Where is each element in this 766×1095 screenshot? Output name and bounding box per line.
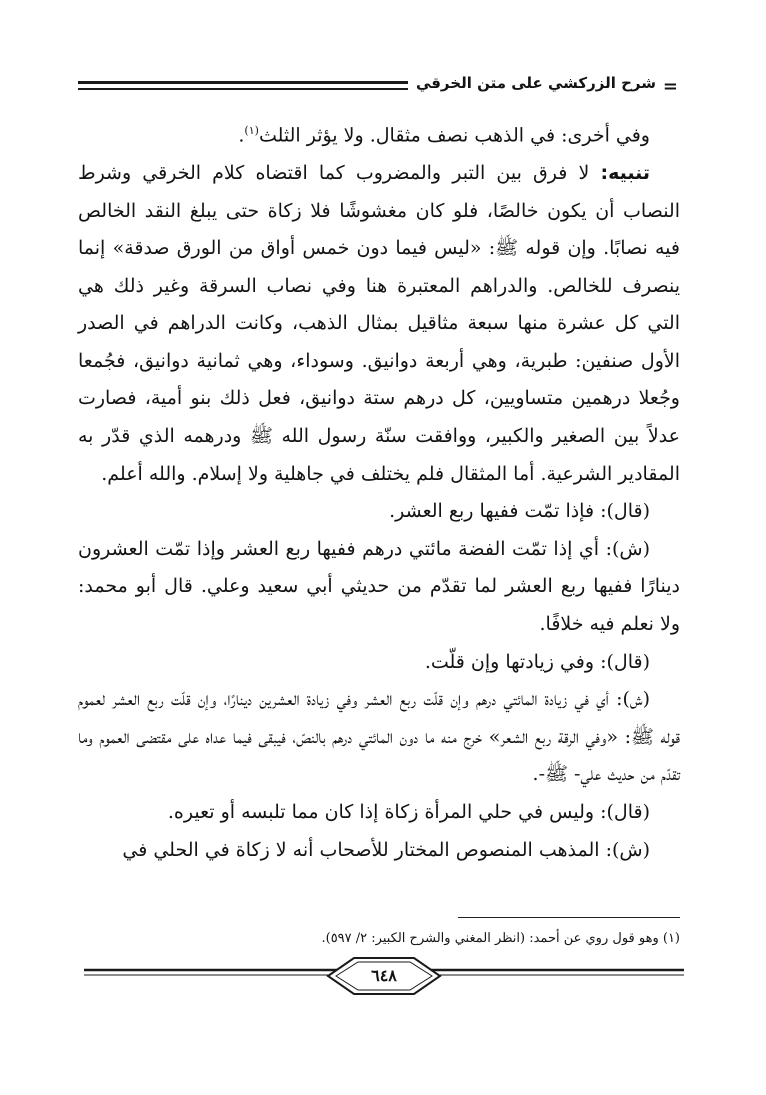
footnote: (١) وهو قول روي عن أحمد: (انظر المغني والشرح الكبير: ٢/ ٥٩٧). xyxy=(321,931,680,946)
paragraph xyxy=(78,112,680,155)
text-run: وفي أخرى: في الذهب نصف مثقال. ولا يؤثر الثلث xyxy=(258,124,650,147)
header-dash: = xyxy=(662,76,678,97)
book-title: شرح الزركشي على متن الخرقي xyxy=(415,74,656,92)
footnote-separator xyxy=(458,917,680,918)
qal-paragraph: (قال): فإذا تمّت ففيها ربع العشر. xyxy=(389,500,650,523)
qal-paragraph: (قال): وفي زيادتها وإن قلّت. xyxy=(424,650,650,673)
text-run: لا فرق بين التبر والمضروب كما اقتضاه كلام الخرقي وشرط النصاب أن يكون خالصًا، فلو كان مغشوشًا فلا زكاة حتى يبلغ النقد الخالص فيه نصابًا. وإن قوله ﷺ: «ليس فيما دون خمس أواق من الورق صدقة» إنما ينصرف للخالص. والدراهم المعتبرة هنا وفي نصاب السرقة وغير ذلك هي التي كل عشرة منها سبعة مثاقيل بمثال الذهب، وكانت الدراهم في الصدر الأول صنفين: طبرية، وهي أربعة دوانيق. وسوداء، وهي ثمانية دوانيق، فجُمعا وجُعلا درهمين متساويين، كل درهم ستة دوانيق، فعل ذلك بنو أمية، فصارت عدلاً بين الصغير والكبير، ووافقت سنّة رسول الله ﷺ ودرهمه الذي قدّر به المقادير الشرعية. أما المثقال فلم يختلف في جاهلية ولا إسلام. والله أعلم. xyxy=(78,161,681,485)
sharh-paragraph: (ش): أي إذا تمّت الفضة مائتي درهم ففيها ربع العشر وإذا تمّت العشرون دينارًا ففيها ربع العشر لما تقدّم من حديثي أبي سعيد وعلي. قال أبو محمد: ولا نعلم فيه خلافًا. xyxy=(78,537,680,636)
page-footer xyxy=(84,956,684,996)
header-rule xyxy=(78,88,408,90)
qal-paragraph: (قال): وليس في حلي المرأة زكاة إذا كان مما تلبسه أو تعيره. xyxy=(167,801,650,824)
paragraph xyxy=(78,155,680,493)
sharh-paragraph: (ش): المذهب المنصوص المختار للأصحاب أنه لا زكاة في الحلي في xyxy=(122,838,650,861)
page-number: ٦٤٨ xyxy=(371,966,397,985)
text-run: . xyxy=(238,124,245,147)
footnote-ref: (١) xyxy=(244,124,259,137)
main-text xyxy=(78,112,680,869)
running-header xyxy=(78,72,678,102)
sharh-paragraph: (ش): أي في زيادة المائتي درهم وإن قلّت ربع العشر وفي زيادة العشرين دينارًا، وإن قلّت ربع العشر لعموم قوله ﷺ: «وفي الرقة ربع الشعر» خرج منه ما دون المائتي درهم بالنصّ، فيبقى فيما عداه على مقتضى العموم وما تقدّم من حديث علي- ﷺ-. xyxy=(78,688,680,786)
header-rule xyxy=(78,81,408,84)
note-heading: تنبيه: xyxy=(600,161,650,184)
